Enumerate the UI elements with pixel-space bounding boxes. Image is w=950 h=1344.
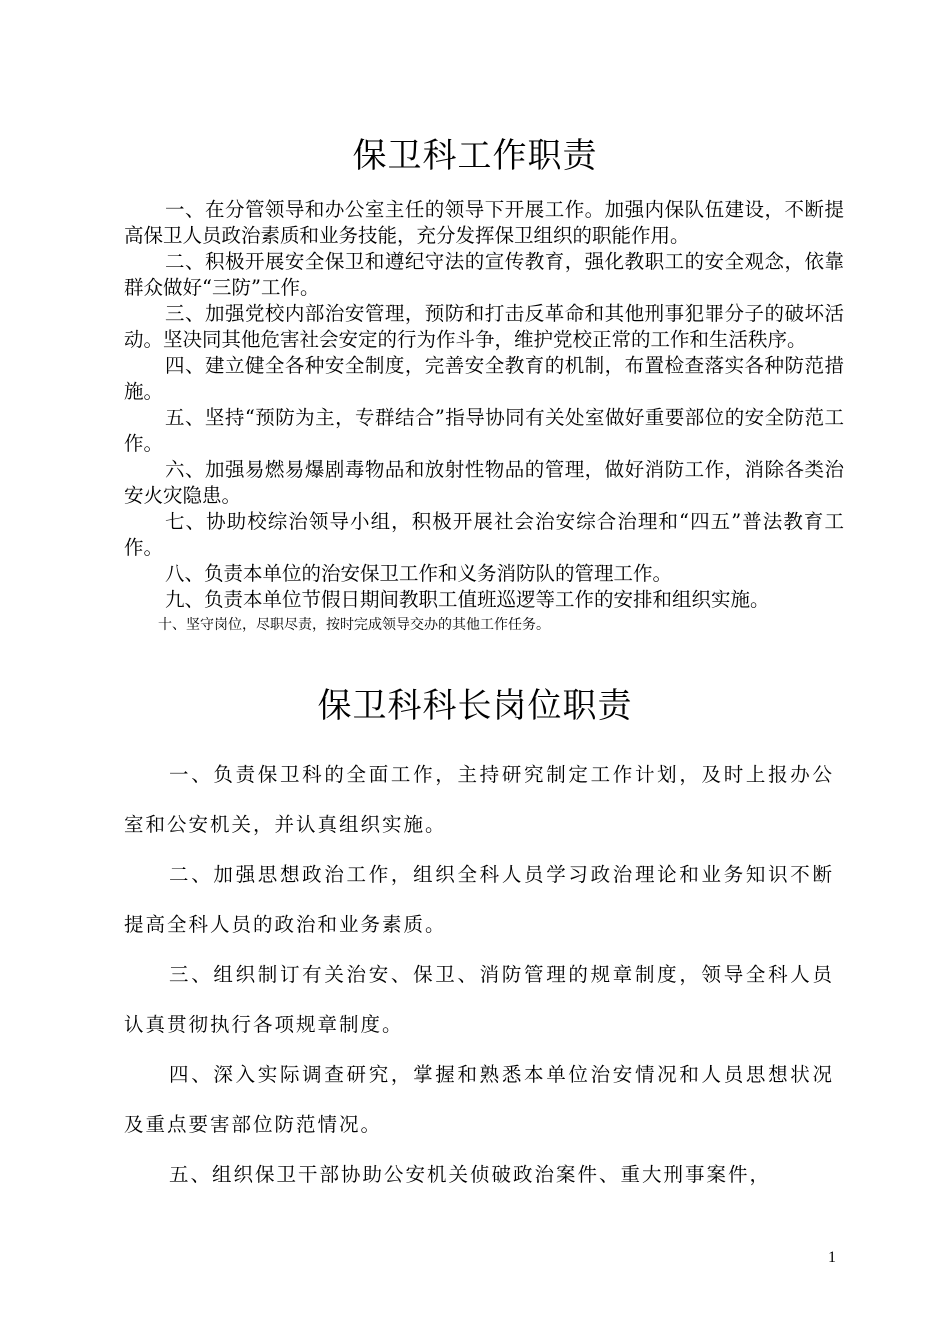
chief-duty-item: 三、组织制订有关治安、保卫、消防管理的规章制度，领导全科人员认真贯彻执行各项规章制度。 <box>124 963 834 1036</box>
duty-item: 五、坚持“预防为主，专群结合”指导协同有关处室做好重要部位的安全防范工作。 <box>124 406 844 455</box>
duty-item: 七、协助校综治领导小组，积极开展社会治安综合治理和“四五”普法教育工作。 <box>124 510 844 559</box>
duty-item: 四、建立健全各种安全制度，完善安全教育的机制，布置检查落实各种防范措施。 <box>124 354 844 403</box>
duty-item: 六、加强易燃易爆剧毒物品和放射性物品的管理，做好消防工作，消除各类治安火灾隐患。 <box>124 458 844 507</box>
chief-duty-item: 四、深入实际调查研究，掌握和熟悉本单位治安情况和人员思想状况及重点要害部位防范情况。 <box>124 1063 834 1136</box>
duty-item: 十、坚守岗位，尽职尽责，按时完成领导交办的其他工作任务。 <box>158 617 550 633</box>
duty-item: 二、积极开展安全保卫和遵纪守法的宣传教育，强化教职工的安全观念，依靠群众做好“三防”工作。 <box>124 250 844 299</box>
chief-duty-item: 五、组织保卫干部协助公安机关侦破政治案件、重大刑事案件， <box>169 1163 772 1186</box>
chief-duty-item: 二、加强思想政治工作，组织全科人员学习政治理论和业务知识不断提高全科人员的政治和业务素质。 <box>124 863 834 936</box>
section-chief-duties-list <box>124 750 834 1200</box>
chief-duty-item: 一、负责保卫科的全面工作，主持研究制定工作计划，及时上报办公室和公安机关，并认真组织实施。 <box>124 763 834 836</box>
page-number: 1 <box>828 1249 836 1266</box>
duty-item: 九、负责本单位节假日期间教职工值班巡逻等工作的安排和组织实施。 <box>165 588 770 611</box>
duty-item: 八、负责本单位的治安保卫工作和义务消防队的管理工作。 <box>165 562 673 585</box>
security-department-duties-list <box>124 197 844 636</box>
page-title-security-department-duties: 保卫科工作职责 <box>352 136 598 176</box>
page-title-section-chief-duties: 保卫科科长岗位职责 <box>317 686 633 726</box>
duty-item: 一、在分管领导和办公室主任的领导下开展工作。加强内保队伍建设，不断提高保卫人员政治素质和业务技能，充分发挥保卫组织的职能作用。 <box>124 198 844 247</box>
duty-item: 三、加强党校内部治安管理，预防和打击反革命和其他刑事犯罪分子的破坏活动。坚决同其他危害社会安定的行为作斗争，维护党校正常的工作和生活秩序。 <box>124 302 844 351</box>
